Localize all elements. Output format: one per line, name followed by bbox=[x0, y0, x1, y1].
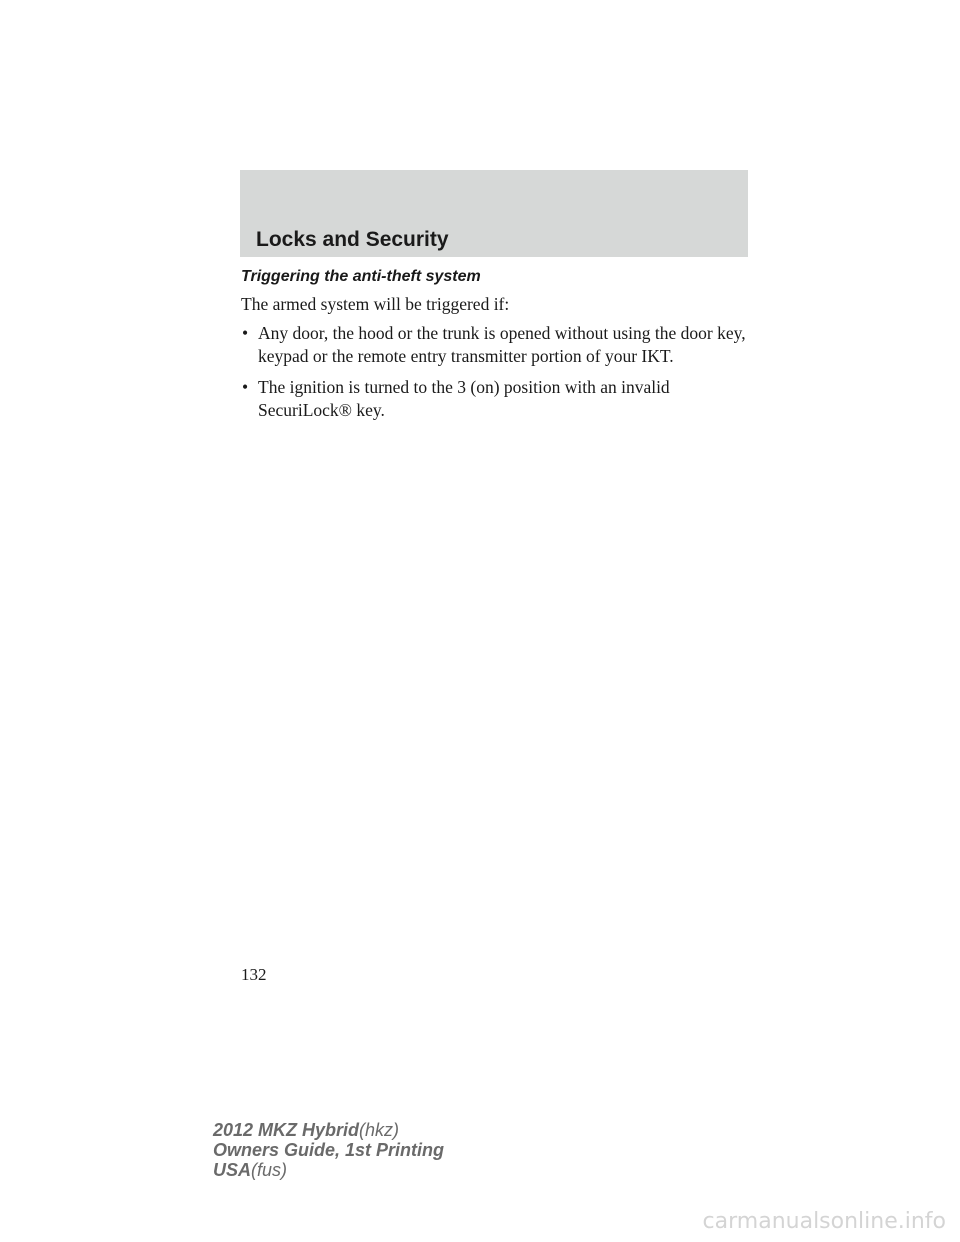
footer-line-model bbox=[213, 1120, 444, 1140]
section-title: Locks and Security bbox=[256, 228, 449, 251]
bullet-text: Any door, the hood or the trunk is opened without using the door key, keypad or the remote entry transmitter portion of your IKT. bbox=[258, 323, 746, 366]
bullet-list bbox=[241, 322, 751, 430]
footer-line-region bbox=[213, 1160, 444, 1180]
subheading: Triggering the anti-theft system bbox=[241, 268, 481, 285]
list-item bbox=[241, 376, 751, 422]
bullet-text: The ignition is turned to the 3 (on) position with an invalid SecuriLock® key. bbox=[258, 377, 670, 420]
footer-region: USA bbox=[213, 1160, 252, 1180]
document-footer bbox=[213, 1120, 444, 1180]
footer-printing: Owners Guide, 1st Printing bbox=[213, 1140, 445, 1160]
intro-paragraph: The armed system will be triggered if: bbox=[241, 294, 510, 314]
footer-region-code: (fus) bbox=[251, 1160, 288, 1180]
page-number: 132 bbox=[241, 965, 267, 984]
watermark: carmanualsonline.info bbox=[702, 1209, 946, 1234]
list-item bbox=[241, 322, 751, 368]
footer-model-code: (hkz) bbox=[359, 1120, 400, 1140]
bullet-icon: • bbox=[242, 377, 249, 397]
bullet-icon: • bbox=[242, 323, 249, 343]
footer-model-name: 2012 MKZ Hybrid bbox=[213, 1120, 360, 1140]
